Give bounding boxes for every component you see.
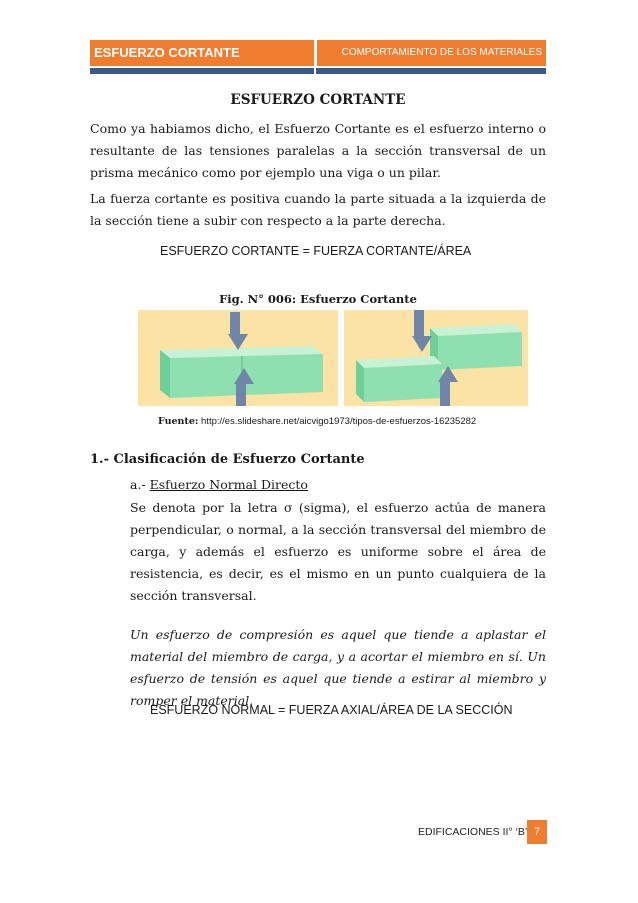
subsection-heading xyxy=(130,477,308,492)
header-bar xyxy=(90,68,546,74)
formula-normal-stress: ESFUERZO NORMAL = FUERZA AXIAL/ÁREA DE LA SECCIÓN xyxy=(150,703,513,717)
footer-course: EDIFICACIONES II° ‘B’ xyxy=(418,826,528,838)
header-left-title: ESFUERZO CORTANTE xyxy=(90,40,314,66)
figure-caption: Fig. N° 006: Esfuerzo Cortante xyxy=(219,292,417,306)
page-header xyxy=(90,40,546,66)
shear-figure-right xyxy=(344,310,528,406)
source-label: Fuente: xyxy=(158,416,199,427)
beam-left-face xyxy=(160,350,170,398)
subsection-prefix: a.- xyxy=(130,477,150,492)
figure-source xyxy=(158,416,476,427)
section-title: 1.- Clasificación de Esfuerzo Cortante xyxy=(90,452,365,467)
beam-segment-right xyxy=(438,332,522,370)
paragraph-compression-tension: Un esfuerzo de compresión es aquel que tiende a aplastar el material del miembro de carga, y a acortar el miembro en sí. Un esfuerzo de tensión es aquel que tiende a estirar al miembro y romper el material. xyxy=(130,627,546,708)
paragraph-definition: Como ya habiamos dicho, el Esfuerzo Cortante es el esfuerzo interno o resultante de las tensiones paralelas a la sección transversal de un prisma mecánico como por ejemplo una viga o un pilar. xyxy=(90,121,546,180)
page-number: 7 xyxy=(527,820,547,844)
beam-segment-left xyxy=(364,364,442,402)
header-right-title: COMPORTAMIENTO DE LOS MATERIALES xyxy=(316,40,546,66)
source-url[interactable]: http://es.slideshare.net/aicvigo1973/tipos-de-esfuerzos-16235282 xyxy=(201,416,477,427)
shear-figure-left xyxy=(138,310,338,406)
document-title: ESFUERZO CORTANTE xyxy=(230,92,406,108)
paragraph-normal-stress: Se denota por la letra σ (sigma), el esfuerzo actúa de manera perpendicular, o normal, a la sección transversal del miembro de carga, y además el esfuerzo es uniforme sobre el área de resistencia, es decir, es el mismo en un punto cualquiera de la sección transversal. xyxy=(130,500,546,603)
paragraph-sign-convention: La fuerza cortante es positiva cuando la parte situada a la izquierda de la sección tiene a subir con respecto a la parte derecha. xyxy=(90,191,546,228)
subsection-title: Esfuerzo Normal Directo xyxy=(149,477,308,492)
formula-shear-stress: ESFUERZO CORTANTE = FUERZA CORTANTE/ÁREA xyxy=(160,244,472,258)
